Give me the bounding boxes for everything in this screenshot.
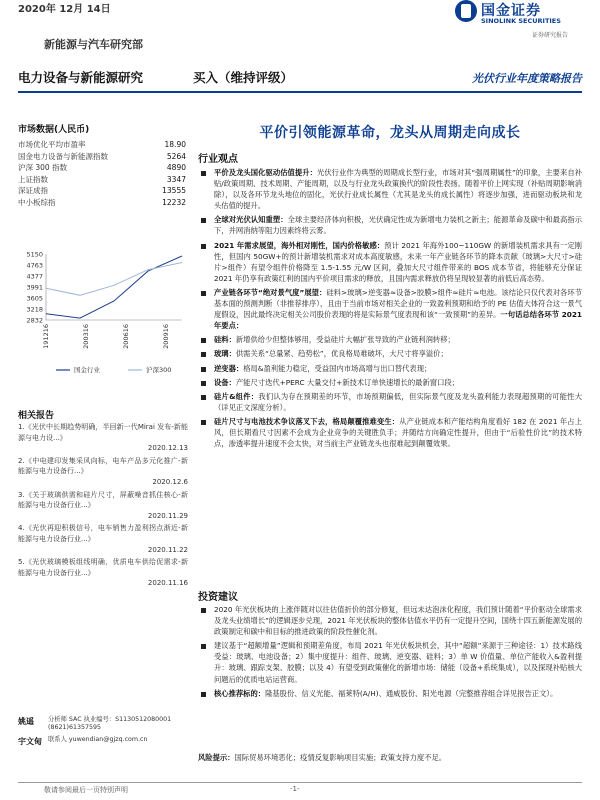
analyst-panel (18, 716, 188, 750)
market-data-row (18, 174, 186, 186)
department-name: 新能源与汽车研究部 (44, 38, 143, 51)
company-logo (455, 0, 595, 32)
y-tick-label: 3218 (26, 305, 43, 314)
series-line-1 (46, 263, 182, 296)
related-report-item[interactable] (18, 557, 188, 589)
related-report-text[interactable]: 4.《光伏再迎积极信号，电车销售力盈利拐点渐近-新能源与电力设备行业...》 (18, 524, 188, 543)
related-report-text[interactable]: 2.《中电建印发集采风向标，电车产品多元化推广-新能源与电力设备行...》 (18, 456, 188, 476)
bullet-text: 预计 2021 年海外100~110GW 的新增装机需求具有一定刚性，但国内 50GW+的预计新增装机需求对成本高度敏感，未来一年产业链各环节的降本贡献（玻璃>大尺寸>硅片>组件）有望令组件价格降至 1.5-1.55 元/W 区间，叠加大尺寸组件带来的 BOS 成本节省，将能够充分保证 2021 年仍享有政策红利的国内平价项目需求的释放，且国内需求释放仍将呈现较显著的前低后高态势。 (214, 240, 582, 283)
segment-label: 玻璃： (214, 349, 236, 359)
analyst-row (18, 716, 188, 733)
y-tick-label: 2832 (26, 316, 43, 325)
bullet-lead: 2021 年需求展望，海外相对刚性，国内价格敏感： (214, 240, 385, 250)
related-report-date: 2020.11.22 (147, 545, 188, 554)
risk-text: 国际贸易环境恶化；疫情反复影响项目实施；政策支持力度不足。 (234, 753, 447, 762)
market-data-label: 上证指数 (18, 174, 48, 184)
bullet-text: 硅料>玻璃>逆变器≈设备>胶膜>组件≈硅片≈电池。该结论只仅代表对各环节基本面的预测判断（非推荐排序），且由于当前市场对相关企业的一致盈利预期和给予的 PE 估值大体符合这一景气度假设，因此最终决定相关公司股价表现的将是实际景气度表现和该“一致预期”的差异。 (214, 287, 582, 320)
report-type: 光伏行业年度策略报告 (472, 72, 582, 85)
investment-advice-content (198, 604, 582, 702)
y-tick-label: 3605 (26, 294, 43, 303)
x-tick-label: 200616 (122, 324, 130, 349)
header-row (18, 68, 582, 86)
analyst-name: 姚遥 (18, 717, 34, 726)
legend-label: 国金行业 (74, 366, 100, 374)
market-data-row (18, 139, 186, 151)
related-reports-title: 相关报告 (18, 411, 55, 421)
risk-lead: 风险提示： (198, 753, 235, 762)
risk-notice (198, 752, 582, 763)
market-data-value: 5264 (166, 151, 186, 161)
market-data-panel (18, 122, 186, 209)
advice-text: 建议基于“超额增量”逻辑和预期差角度，布局 2021 年光伏板块机会，其中“超额”来源于三种途径：1）技术路线受益：玻璃、电池设备；2）集中度提升：组件、玻璃、逆变器、硅料；3）单 W 价值量、单位产能收入&盈利提升：玻璃、跟踪支架、胶膜；以及 4）有望受到政策催化的新增市场：储能（设备+系统集成），以及探现补贴核大问题后的优质电站运营商。 (214, 641, 582, 684)
related-report-date: 2020.11.29 (147, 511, 188, 520)
related-report-item[interactable] (18, 422, 188, 454)
rating-label: 买入（维持评级） (193, 70, 294, 85)
market-data-value: 18.90 (164, 140, 186, 149)
market-data-label: 中小板综指 (18, 197, 56, 207)
view-bullet (198, 287, 582, 331)
segment-text: 新增供给少但整体够用，受益硅片大幅扩张导致的产业链利润转移； (235, 335, 455, 345)
logo-en-text: SINOLINK SECURITIES (481, 17, 561, 25)
segment-label: 硅料： (214, 335, 236, 345)
logo-mark-icon (455, 0, 477, 22)
footer-divider (18, 782, 582, 783)
market-data-value: 3347 (166, 174, 186, 184)
index-chart-svg (18, 246, 188, 380)
advice-bullet (198, 604, 582, 637)
view-bullet (198, 214, 582, 236)
advice-bullet (198, 640, 582, 684)
report-date: 2020年 12月 14日 (18, 4, 111, 15)
series-line-0 (46, 256, 182, 318)
market-data-row (18, 185, 186, 197)
market-data-label: 沪深 300 指数 (18, 163, 68, 173)
market-data-value: 4890 (166, 163, 186, 173)
advice-lead: 核心推荐标的： (214, 688, 266, 698)
related-report-item[interactable] (18, 456, 188, 488)
industry-name: 电力设备与新能源研究 (18, 70, 144, 85)
market-data-label: 市场优化平均市盈率 (18, 140, 86, 149)
analyst-info: 联系人 yuwendian@gjzq.com.cn (48, 735, 148, 743)
related-report-date: 2020.12.6 (152, 477, 188, 486)
section-heading-views: 行业观点 (198, 154, 238, 165)
y-tick-label: 5150 (26, 250, 43, 259)
market-data-row (18, 162, 186, 174)
related-report-date: 2020.12.13 (147, 444, 188, 453)
segment-label: 硅片尺寸与电池技术争议落叉下去，格局颠覆推难变生： (214, 416, 400, 426)
market-data-title: 市场数据(人民币) (18, 125, 90, 135)
bullet-lead: 全球对光伏认知重塑： (214, 215, 288, 225)
market-data-value: 12232 (162, 197, 186, 207)
related-reports-list (18, 422, 188, 591)
segment-item (198, 348, 582, 359)
related-report-text[interactable]: 5.《光伏玻璃模板组线明确，优质电车供给促需求-新能源与电力设备行业...》 (18, 558, 188, 577)
footer-disclaimer[interactable]: 敬请参阅最后一页特别声明 (44, 786, 128, 794)
index-chart (18, 246, 188, 380)
segment-item (198, 391, 582, 413)
advice-bullet (198, 688, 582, 699)
segment-item (198, 416, 582, 449)
market-data-row (18, 197, 186, 209)
x-tick-label: 191216 (42, 324, 50, 349)
related-report-text[interactable]: 3.《关于玻璃供需和硅片尺寸，屏蔽噪音抓住核心-新能源与电力设备行业...》 (18, 490, 188, 510)
segment-text: 从产业链成本和产能结构角度看好 182 在 2021 年占上风，但长期看尺寸因素不会成为企业竞争的关键胜负手；并随结方向确定性提升，但由于“后验性价比”的技术特点，渗透率提升速度不会太快，对当前主产业链龙头也很难起到颠覆效果。 (214, 416, 583, 449)
report-title: 平价引领能源革命，龙头从周期走向成长 (259, 125, 521, 141)
bullet-lead: 平价及龙头国化驱动估值提升： (214, 168, 317, 177)
segment-item (198, 363, 582, 374)
segment-label: 逆变器： (214, 363, 244, 373)
y-tick-label: 4377 (26, 272, 43, 281)
related-report-item[interactable] (18, 490, 188, 522)
y-tick-label: 4763 (26, 261, 43, 270)
logo-cn-text: 国金证券 (481, 3, 541, 19)
related-report-text[interactable]: 1.《光伏中长期趋势明确，半回新一代Mirai 发布-新能源与电力设...》 (18, 423, 188, 442)
x-tick-label: 200916 (162, 324, 170, 349)
market-data-table (18, 139, 186, 209)
segment-text: 产能尺寸迭代+PERC 大量交付+新技术订单快速增长的最新窗口段； (235, 377, 459, 387)
segment-text: 我们认为存在预期差的环节，市场预期偏低，但实际景气度及龙头盈利能力表现超预期的可能性大（详见正文深度分析）。 (214, 391, 582, 412)
legend-label: 沪深300 (146, 366, 172, 374)
bullet-text: 光伏行业作为典型的周期成长型行业，市场对其“强周期属性”的印象，主要来自补贴/政策周期、技术周期、产能周期，以及与行业龙头政策换代的阶段性表扬。随着平价上网实现（补贴周期影响消除），以及各环节龙头地位的固化，光伏行业成长属性（尤其是龙头的成长属性）将逐步加强，进而驱动板块和龙头估值的提升。 (214, 168, 582, 211)
view-bullet (198, 240, 582, 284)
market-data-label: 国金电力设备与新能源指数 (18, 151, 108, 161)
header-divider (18, 91, 582, 93)
market-data-label: 深证成指 (18, 186, 48, 196)
bullet-lead: 产业链各环节“绝对景气度”展望： (214, 287, 327, 297)
segment-item (198, 334, 582, 345)
advice-text: 2020 年光伏板块的上涨伴随对以往估值折价的部分修复，但远未达泡沫化程度，我们预计随着“平价驱动全球需求及龙头业绩增长”的逻辑逐步兑现，2021 年光伏板块的整体估值水平仍有一定提升空间，国绕十四五新能源发展的政策制定和碳中和目标的推进政策的阶段性催化剂。 (214, 605, 582, 637)
segment-text: 供需关系“总量紧、趋势松”，优良格局难破坏，大尺寸将享溢价； (235, 349, 448, 359)
segment-item (198, 377, 582, 388)
analyst-info: 分析师 SAC 执业编号：S1130512080001 (8621)61357595 (48, 716, 172, 732)
segment-text: 格局&盈利能力稳定，受益国内市场高增与出口替代表现； (243, 363, 432, 373)
conclusion-lead: 一句话总结各环节 2021 年要点： (214, 310, 582, 331)
segment-label: 硅片&组件： (214, 391, 259, 401)
analyst-row (18, 736, 188, 747)
x-tick-label: 200316 (82, 324, 90, 349)
y-tick-label: 3991 (26, 283, 43, 292)
bullet-text: 全球主要经济体向积极，光伏确定性成为新增电力装机之新主；能源革命及碳中和最高指示下，并网消纳等阻力因素终将云雾。 (214, 215, 583, 236)
view-bullet (198, 167, 582, 211)
related-report-date: 2020.11.16 (147, 579, 188, 588)
page-number: -1- (290, 785, 300, 793)
industry-views-content (198, 167, 582, 452)
market-data-row (18, 151, 186, 163)
segment-label: 设备： (214, 377, 236, 387)
analyst-name: 宇文甸 (18, 736, 42, 746)
section-heading-advice: 投资建议 (198, 592, 238, 603)
market-data-value: 13555 (162, 186, 186, 196)
advice-text: 隆基股份、信义光能、福莱特(A/H)、通威股份、阳光电源（完整推荐组合详见报告正文）。 (265, 688, 558, 698)
logo-slogan: 证券研究报告 (532, 32, 569, 39)
related-report-item[interactable] (18, 523, 188, 555)
